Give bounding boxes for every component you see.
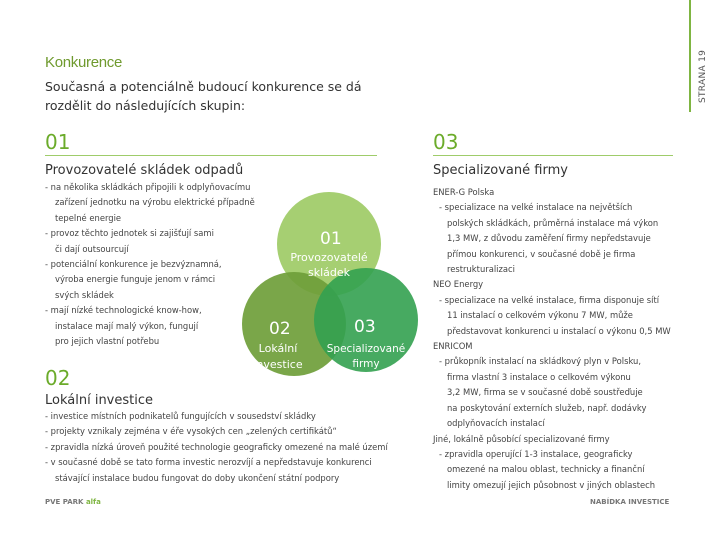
list-item: svých skládek bbox=[55, 289, 114, 300]
list-item: ENER-G Polska bbox=[433, 187, 495, 197]
list-item: - zpravidla operující 1-3 instalace, geograficky bbox=[439, 448, 633, 459]
list-item: výroba energie funguje jenom v rámci bbox=[55, 274, 216, 285]
page-number-tab bbox=[689, 0, 720, 112]
section-02-number: 02 bbox=[45, 366, 71, 390]
footer-label: NABÍDKA INVESTICE bbox=[590, 498, 670, 506]
list-item: - projekty vznikaly zejména v éře vysokých cen „zelených certifikátů“ bbox=[45, 426, 337, 437]
list-item: polských skládkách, průměrná instalace má výkon bbox=[447, 217, 659, 228]
list-item: představovat konkurenci u instalací o výkonu 0,5 MW bbox=[447, 325, 671, 336]
footer-logo-accent: alfa bbox=[85, 498, 101, 506]
list-item: pro jejich vlastní potřebu bbox=[55, 336, 160, 347]
venn-02-label-line2: investice bbox=[253, 358, 303, 371]
section-03-list bbox=[433, 185, 671, 493]
list-item: - na několika skládkách připojili k odplyňovacímu bbox=[45, 182, 251, 192]
list-item: přímou konkurenci, v současné době je firma bbox=[447, 248, 636, 259]
venn-03-number: 03 bbox=[354, 317, 376, 337]
venn-01-label-line2: skládek bbox=[307, 266, 351, 279]
list-item: - zpravidla nízká úroveň použité technologie geograficky omezené na malé území bbox=[45, 441, 388, 452]
section-02-heading: Lokální investice bbox=[45, 393, 153, 408]
section-01-heading: Provozovatelé skládek odpadů bbox=[45, 163, 244, 178]
venn-03-label-line1: Specializované bbox=[326, 343, 406, 355]
list-item: limity omezují jejich působnost v jiných oblastech bbox=[447, 479, 656, 490]
list-item: 11 instalací o celkovém výkonu 7 MW, může bbox=[447, 310, 633, 321]
list-item: - mají nízké technologické know-how, bbox=[45, 305, 202, 316]
list-item: stávající instalace budou fungovat do doby ukončení státní podpory bbox=[55, 472, 340, 483]
list-item: - průkopník instalací na skládkový plyn v Polsku, bbox=[439, 356, 642, 367]
section-03-heading: Specializované firmy bbox=[433, 163, 568, 178]
page-number-label: STRANA 19 bbox=[698, 49, 708, 103]
list-item: restrukturalizaci bbox=[447, 264, 515, 275]
list-item: NEO Energy bbox=[433, 279, 484, 290]
section-03-divider bbox=[433, 155, 673, 156]
venn-02-label-line1: Lokální bbox=[258, 342, 298, 355]
list-item: firma vlastní 3 instalace o celkovém výkonu bbox=[447, 371, 631, 382]
list-item: či dají outsourcují bbox=[55, 243, 129, 254]
list-item: Jiné, lokálně působící specializované firmy bbox=[433, 433, 610, 444]
list-item: - specializace na velké instalace na největších bbox=[439, 202, 633, 213]
list-item: - investice místních podnikatelů fungujících v sousedství skládky bbox=[45, 411, 316, 421]
list-item: na poskytování externích služeb, např. dodávky bbox=[447, 402, 647, 413]
list-item: 1,3 MW, z důvodu zaměření firmy nepředstavuje bbox=[447, 233, 651, 244]
list-item: - provoz těchto jednotek si zajišťují sami bbox=[45, 228, 214, 239]
list-item: instalace mají malý výkon, fungují bbox=[55, 320, 199, 331]
section-03-number: 03 bbox=[433, 130, 459, 154]
list-item: - specializace na velké instalace, firma disponuje sítí bbox=[439, 294, 660, 305]
venn-03-label-line2: firmy bbox=[352, 358, 380, 370]
list-item: ENRICOM bbox=[433, 341, 473, 352]
list-item: tepelné energie bbox=[55, 212, 122, 223]
venn-01-label-line1: Provozovatelé bbox=[290, 251, 368, 264]
list-item: odplyňovacích instalací bbox=[447, 418, 545, 429]
list-item: 3,2 MW, firma se v současné době soustřeďuje bbox=[447, 387, 643, 398]
section-01-divider bbox=[45, 155, 377, 156]
footer-logo bbox=[45, 498, 101, 506]
page-subtitle: Současná a potenciálně budoucí konkurence se dá rozdělit do následujících skupin: bbox=[45, 79, 362, 113]
list-item: - v současné době se tato forma investic nerozvíjí a nepředstavuje konkurenci bbox=[45, 457, 372, 468]
section-02-list bbox=[45, 409, 388, 486]
footer-logo-text: PVE PARK bbox=[45, 498, 84, 506]
section-01-number: 01 bbox=[45, 130, 71, 154]
page-title: Konkurence bbox=[45, 54, 123, 71]
list-item: zařízení jednotku na výrobu elektrické případně bbox=[55, 197, 255, 208]
venn-01-number: 01 bbox=[320, 229, 342, 249]
venn-02-number: 02 bbox=[269, 319, 291, 339]
section-01-list bbox=[45, 180, 255, 349]
list-item: omezené na malou oblast, technicky a finanční bbox=[447, 464, 645, 475]
venn-diagram bbox=[236, 192, 422, 384]
list-item: - potenciální konkurence je bezvýznamná, bbox=[45, 259, 222, 270]
